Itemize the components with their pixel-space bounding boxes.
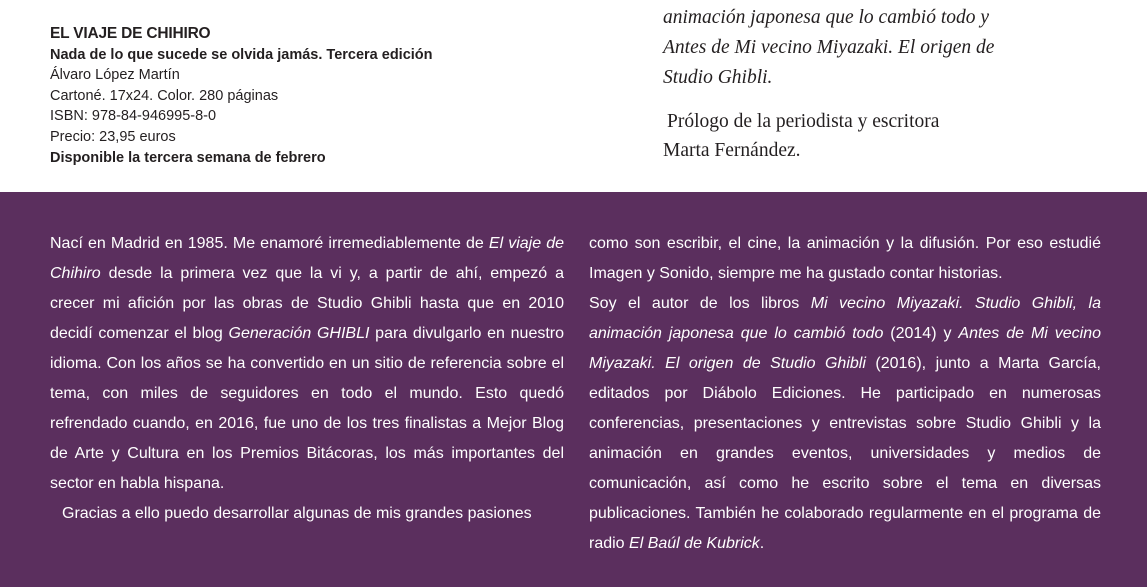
book-title-chihiro: El viaje de Chihiro: [50, 235, 564, 282]
bio-column-left: [50, 229, 564, 529]
book-title-mi-vecino: Mi vecino Miyazaki. Studio Ghibli, la animación japonesa que lo cambió todo: [589, 295, 1101, 342]
bio-paragraph-2: Gracias a ello puedo desarrollar algunas de mis grandes pasiones: [62, 505, 532, 522]
book-price: Precio: 23,95 euros: [50, 128, 176, 145]
books-line-2: Antes de Mi vecino Miyazaki. El origen de: [663, 37, 995, 58]
books-line-3: Studio Ghibli.: [663, 67, 773, 88]
bio-column-right: [589, 229, 1101, 559]
book-author: Álvaro López Martín: [50, 67, 180, 84]
book-title-antes: Antes de Mi vecino Miyazaki. El origen de Studio Ghibli: [589, 325, 1102, 372]
bio-text: (2016), junto a Marta García, editados por Diábolo Ediciones. He participado en numerosas conferencias, presentaciones y entrevistas sobre Studio Ghibli y la animación en grandes eventos, universidades y medios de comunicación, así como he escrito sobre el tema en diversas publicaciones. También he colaborado regularmente en el programa de radio: [589, 355, 1102, 552]
bio-text: .: [759, 535, 765, 552]
bio-paragraph-1: [50, 229, 564, 499]
header-section: [0, 0, 1147, 192]
right-header-text: [663, 3, 1133, 165]
book-format: Cartoné. 17x24. Color. 280 páginas: [50, 87, 279, 104]
book-title: EL VIAJE DE CHIHIRO: [50, 25, 211, 42]
blog-name: Generación GHIBLI: [228, 325, 370, 342]
bio-text: Nací en Madrid en 1985. Me enamoré irremediablemente de: [50, 235, 489, 252]
book-subtitle: Nada de lo que sucede se olvida jamás. Tercera edición: [50, 46, 433, 63]
book-isbn: ISBN: 978-84-946995-8-0: [50, 108, 217, 125]
bio-text: Soy el autor de los libros: [589, 295, 811, 312]
bio-paragraph-3: [589, 289, 1101, 559]
bio-text: (2014) y: [883, 325, 959, 342]
bio-text: desde la primera vez que la vi y, a partir de ahí, empezó a crecer mi afición por las obras de Studio Ghibli hasta que en 2010 decidí comenzar el blog: [50, 265, 564, 342]
bio-paragraph-2-continued: como son escribir, el cine, la animación y la difusión. Por eso estudié Imagen y Sonido, siempre me ha gustado contar historias.: [589, 235, 1101, 282]
prologue: [663, 107, 1133, 165]
bio-section: [0, 192, 1147, 587]
prologue-line-2: Marta Fernández.: [663, 140, 801, 161]
prologue-line-1: Prólogo de la periodista y escritora: [667, 111, 940, 132]
bio-text: para divulgarlo en nuestro idioma. Con los años se ha convertido en un sitio de referencia sobre el tema, con miles de seguidores en todo el mundo. Esto quedó refrendado cuando, en 2016, fue uno de los tres finalistas a Mejor Blog de Arte y Cultura en los Premios Bitácoras, los más importantes del sector en habla hispana.: [50, 325, 565, 492]
radio-program-name: El Baúl de Kubrick: [629, 535, 760, 552]
books-line-1: animación japonesa que lo cambió todo y: [663, 7, 990, 28]
book-availability: Disponible la tercera semana de febrero: [50, 149, 326, 166]
book-info: [50, 24, 610, 168]
